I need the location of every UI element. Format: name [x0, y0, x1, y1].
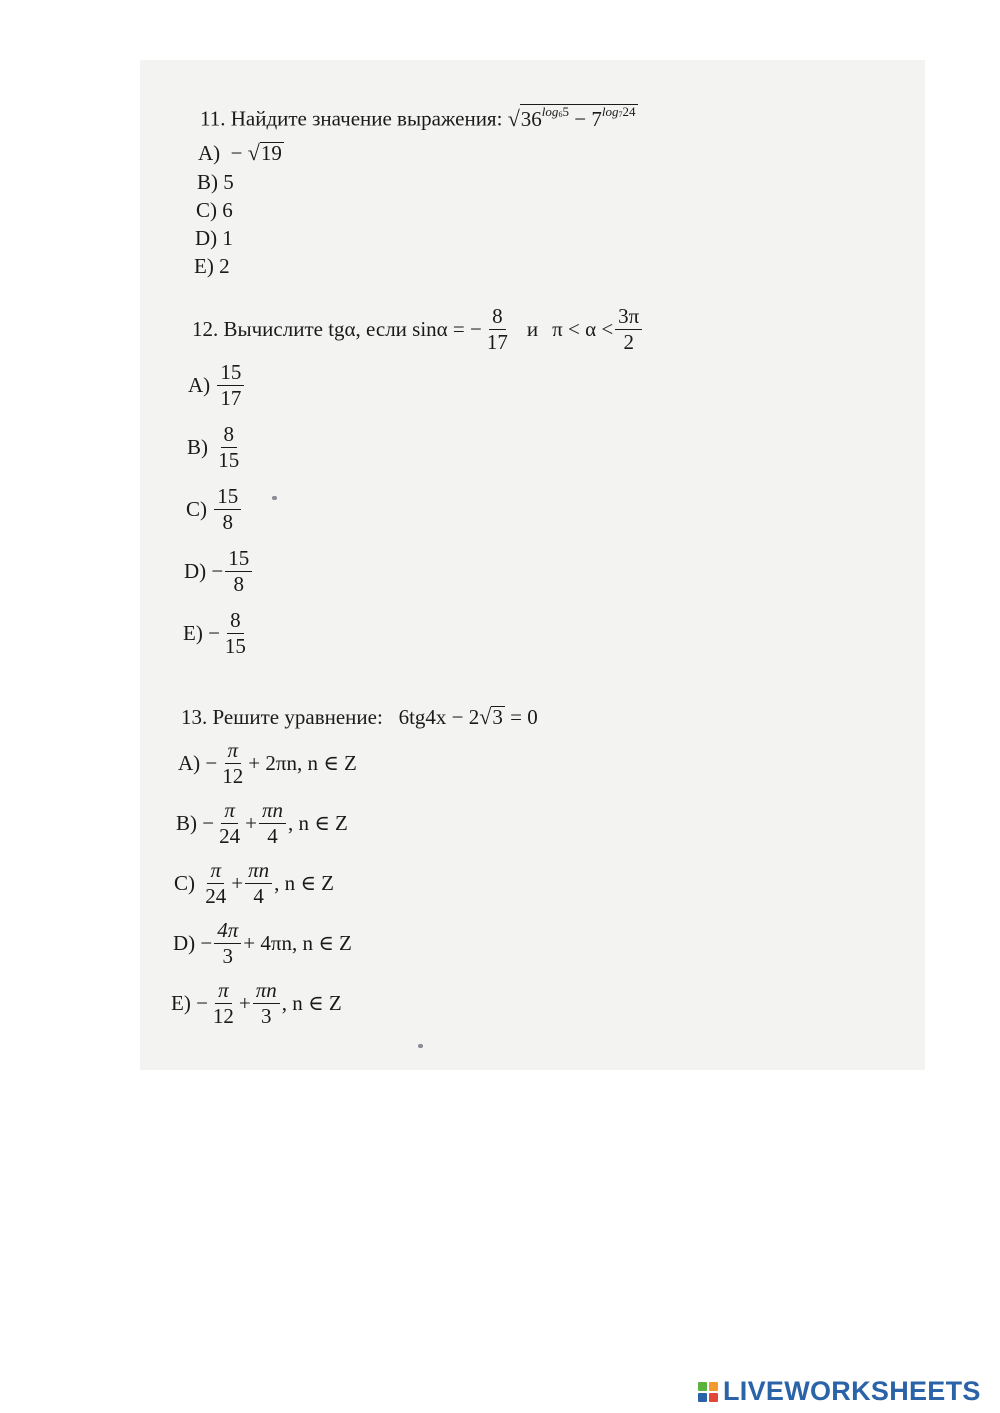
q12-option-a: A) $\frac{15}{17}$ — [188, 362, 246, 409]
q11-option-d: D) 1 — [195, 226, 233, 250]
q12-option-d: D) − $\frac{15}{8}$ — [184, 548, 254, 595]
q11-option-b: B) 5 — [197, 170, 234, 194]
question-11-expression: √ $36^{log_65} - 7^{log_724}$ — [507, 104, 636, 131]
question-12: 12. Вычислите tgα, если sinα = − $\frac{8}{17}$ и π < α < $\frac{3\pi}{2}$ — [192, 306, 644, 353]
question-13-text: 13. Решите уравнение: — [181, 705, 383, 729]
liveworksheets-mark-icon — [698, 1382, 718, 1402]
liveworksheets-logo — [698, 1378, 981, 1405]
liveworksheets-wordmark: LIVEWORKSHEETS — [723, 1376, 981, 1406]
scanned-page — [140, 60, 925, 1070]
question-11 — [200, 104, 638, 130]
q13-option-c: C) $\frac{\pi}{24}$ + $\frac{\pi n}{4}$ , n ∈ Z — [174, 858, 334, 908]
q11-option-e: E) 2 — [194, 254, 230, 278]
q12-option-c: C) $\frac{15}{8}$ — [186, 486, 243, 533]
q12-option-e: E) − $\frac{8}{15}$ — [183, 608, 246, 658]
question-13: 13. Решите уравнение: 6tg4x − 2 √ 3 = 0 — [181, 704, 538, 730]
q13-option-b: B) − $\frac{\pi}{24}$ + $\frac{\pi n}{4}$ , n ∈ Z — [176, 798, 348, 848]
scan-speck — [272, 496, 277, 500]
q13-option-e: E) − $\frac{\pi}{12}$ + $\frac{\pi n}{3}$ , n ∈ Z — [171, 978, 342, 1028]
question-11-text: 11. Найдите значение выражения: — [200, 106, 503, 131]
q11-option-c: C) 6 — [196, 198, 233, 222]
q13-option-a: A) − $\frac{\pi}{12}$ + 2πn, n ∈ Z — [178, 738, 357, 788]
scan-speck — [418, 1044, 423, 1048]
q11-option-a: A) − √ 19 — [198, 140, 282, 166]
q12-option-b: B) $\frac{8}{15}$ — [187, 422, 240, 472]
question-12-text: 12. Вычислите tgα, если sinα = − — [192, 317, 482, 341]
q13-option-d: D) − $\frac{4\pi}{3}$ + 4πn, n ∈ Z — [173, 918, 352, 968]
